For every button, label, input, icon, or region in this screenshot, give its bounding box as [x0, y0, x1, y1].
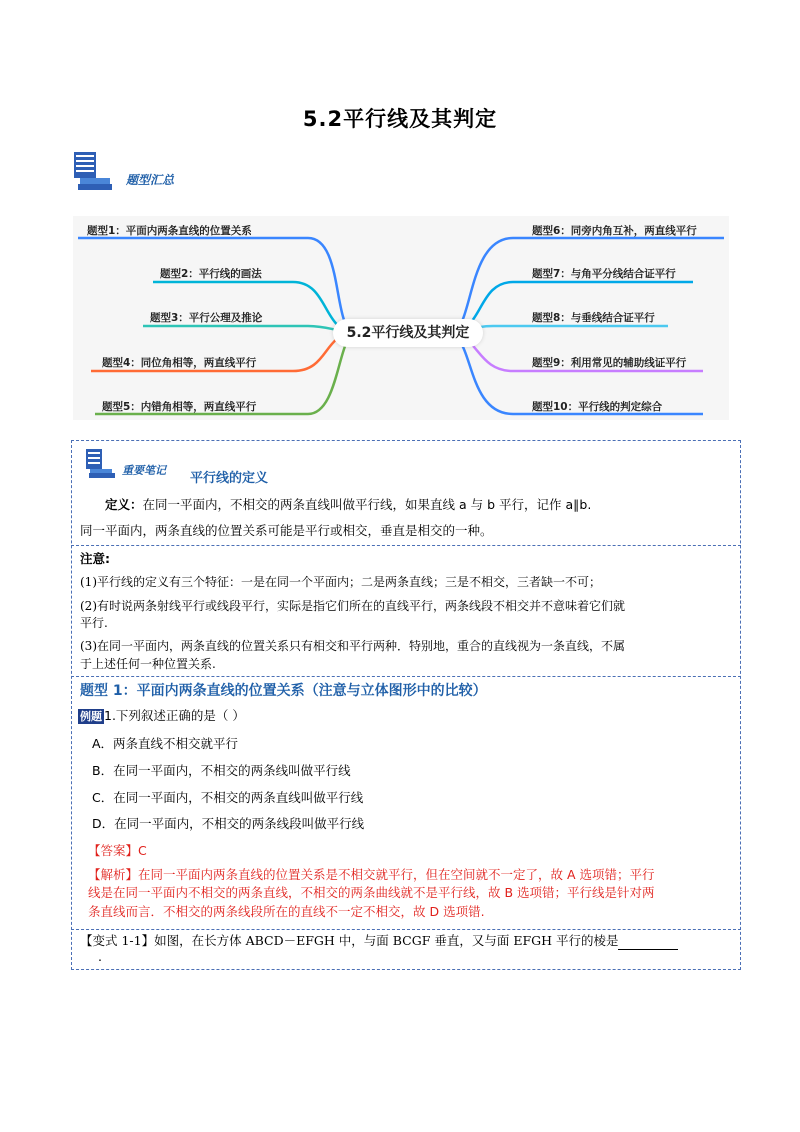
- page-title: 5.2平行线及其判定: [302, 107, 498, 131]
- mind-map-item-10: 题型10：平行线的判定综合: [532, 401, 663, 413]
- mind-map-item-2: 题型2：平行线的画法: [160, 268, 262, 280]
- example-question: [78, 707, 245, 726]
- caution-label: 注意:: [80, 551, 110, 566]
- option-b: B．在同一平面内，不相交的两条线叫做平行线: [92, 763, 351, 778]
- question-text: 1.下列叙述正确的是（ ）: [104, 708, 245, 723]
- analysis-line-2: 线是在同一平面内不相交的两条直线，不相交的两条曲线就不是平行线，故 B 选项错；平行线是针对两: [88, 885, 655, 900]
- mind-map-item-3: 题型3：平行公理及推论: [150, 312, 263, 324]
- divider: [71, 545, 741, 546]
- mind-map-item-1: 题型1：平面内两条直线的位置关系: [87, 225, 252, 237]
- mind-map: [73, 216, 729, 420]
- answer: 【答案】C: [88, 843, 147, 858]
- notes-heading: 平行线的定义: [190, 471, 269, 486]
- divider: [71, 676, 741, 677]
- relation-text: 同一平面内，两条直线的位置关系可能是平行或相交，垂直是相交的一种。: [80, 523, 493, 538]
- answer-blank: [618, 937, 678, 950]
- analysis-line-3: 条直线而言．不相交的两条线段所在的直线不一定不相交，故 D 选项错.: [88, 904, 485, 919]
- analysis-line-1: 【解析】在同一平面内两条直线的位置关系是不相交就平行，但在空间就不一定了，故 A 选项错；平行: [88, 867, 655, 882]
- definition-line: [105, 496, 591, 514]
- book-stack-icon: [72, 152, 122, 192]
- variant-text: 【变式 1-1】如图，在长方体 ABCD－EFGH 中，与面 BCGF 垂直，又与面 EFGH 平行的棱是: [80, 933, 619, 948]
- option-d: D．在同一平面内，不相交的两条线段叫做平行线: [92, 816, 365, 831]
- definition-label: 定义：: [105, 497, 143, 512]
- mind-map-item-4: 题型4：同位角相等，两直线平行: [102, 357, 257, 369]
- summary-label: 题型汇总: [126, 173, 175, 187]
- mind-map-item-8: 题型8：与垂线结合证平行: [532, 312, 655, 324]
- mind-map-item-7: 题型7：与角平分线结合证平行: [532, 268, 676, 280]
- type1-heading: 题型 1：平面内两条直线的位置关系（注意与立体图形中的比较）: [80, 683, 487, 699]
- variant-question: [80, 932, 678, 950]
- example-tag: 例题: [80, 710, 102, 723]
- mind-map-center: 5.2平行线及其判定: [333, 319, 483, 347]
- caution-1: (1)平行线的定义有三个特征：一是在同一个平面内；二是两条直线；三是不相交，三者缺一不可；: [80, 575, 602, 589]
- option-a: A．两条直线不相交就平行: [92, 736, 239, 751]
- option-c: C．在同一平面内，不相交的两条直线叫做平行线: [92, 790, 364, 805]
- mind-map-item-6: 题型6：同旁内角互补，两直线平行: [532, 225, 697, 237]
- variant-end: .: [98, 949, 102, 964]
- mind-map-item-9: 题型9：利用常见的辅助线证平行: [532, 357, 687, 369]
- caution-2a: (2)有时说两条射线平行或线段平行，实际是指它们所在的直线平行，两条线段不相交并不意味着它们就: [80, 599, 626, 613]
- definition-text: 在同一平面内，不相交的两条直线叫做平行线，如果直线 a 与 b 平行，记作 a∥b.: [142, 497, 592, 512]
- caution-3b: 于上述任何一种位置关系.: [80, 657, 216, 671]
- mind-map-item-5: 题型5：内错角相等，两直线平行: [102, 401, 257, 413]
- notes-tag: 重要笔记: [122, 464, 166, 477]
- caution-3a: (3)在同一平面内，两条直线的位置关系只有相交和平行两种．特别地，重合的直线视为一条直线，不属: [80, 639, 626, 653]
- caution-2b: 平行.: [80, 616, 108, 630]
- branch-line-8: [453, 326, 668, 332]
- branch-line-3: [143, 326, 353, 332]
- notebook-icon: [86, 449, 120, 479]
- divider: [71, 929, 741, 930]
